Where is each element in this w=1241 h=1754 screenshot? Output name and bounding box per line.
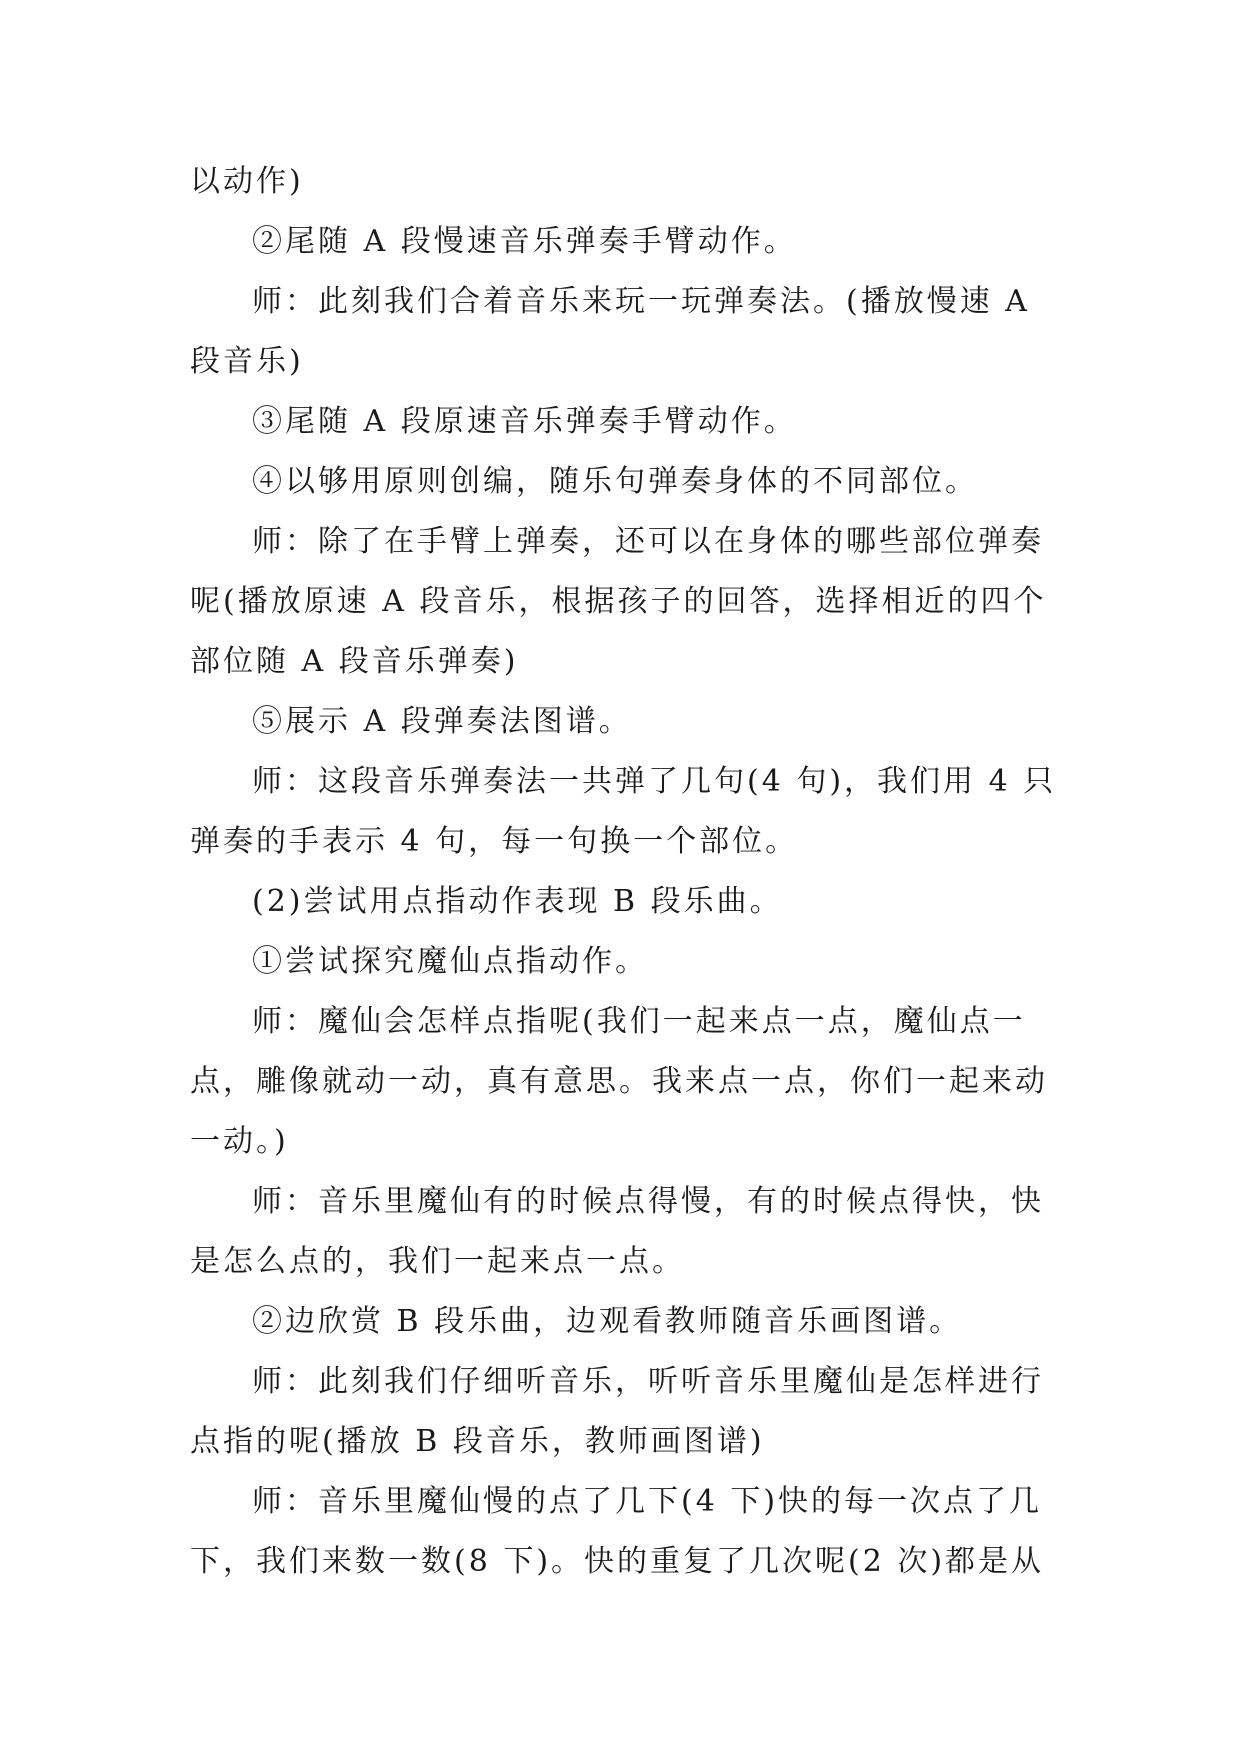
text-line: 师：魔仙会怎样点指呢(我们一起来点一点，魔仙点一 (252, 1004, 1026, 1039)
text-line: 师：除了在手臂上弹奏，还可以在身体的哪些部位弹奏 (252, 524, 1044, 559)
text-line: (2)尝试用点指动作表现 B 段乐曲。 (252, 884, 783, 919)
text-line: ④以够用原则创编，随乐句弹奏身体的不同部位。 (252, 464, 978, 499)
text-line: 呢(播放原速 A 段音乐，根据孩子的回答，选择相近的四个 (190, 584, 1047, 619)
text-line: 下，我们来数一数(8 下)。快的重复了几次呢(2 次)都是从 (190, 1544, 1045, 1579)
text-line: 弹奏的手表示 4 句，每一句换一个部位。 (190, 824, 799, 859)
text-line: ①尝试探究魔仙点指动作。 (252, 944, 648, 979)
text-line: ⑤展示 A 段弹奏法图谱。 (252, 704, 632, 739)
text-line: ②边欣赏 B 段乐曲，边观看教师随音乐画图谱。 (252, 1304, 963, 1339)
text-line: 一动。) (190, 1124, 289, 1159)
text-line: 点，雕像就动一动，真有意思。我来点一点，你们一起来动 (190, 1064, 1048, 1099)
text-line: 部位随 A 段音乐弹奏) (190, 644, 519, 679)
text-line: 以动作) (190, 164, 304, 199)
text-line: 段音乐) (190, 344, 304, 379)
text-line: 是怎么点的，我们一起来点一点。 (190, 1244, 685, 1279)
text-line: 师：音乐里魔仙有的时候点得慢，有的时候点得快，快 (252, 1184, 1044, 1219)
text-line: 师：此刻我们仔细听音乐，听听音乐里魔仙是怎样进行 (252, 1364, 1044, 1399)
document-body (190, 152, 1057, 1592)
text-line: 师：此刻我们合着音乐来玩一玩弹奏法。(播放慢速 A (252, 284, 1030, 319)
text-line: ②尾随 A 段慢速音乐弹奏手臂动作。 (252, 224, 797, 259)
text-line: 师：这段音乐弹奏法一共弹了几句(4 句)，我们用 4 只 (252, 764, 1057, 799)
text-line: ③尾随 A 段原速音乐弹奏手臂动作。 (252, 404, 797, 439)
text-line: 师：音乐里魔仙慢的点了几下(4 下)快的每一次点了几 (252, 1484, 1043, 1519)
text-line: 点指的呢(播放 B 段音乐，教师画图谱) (190, 1424, 765, 1459)
